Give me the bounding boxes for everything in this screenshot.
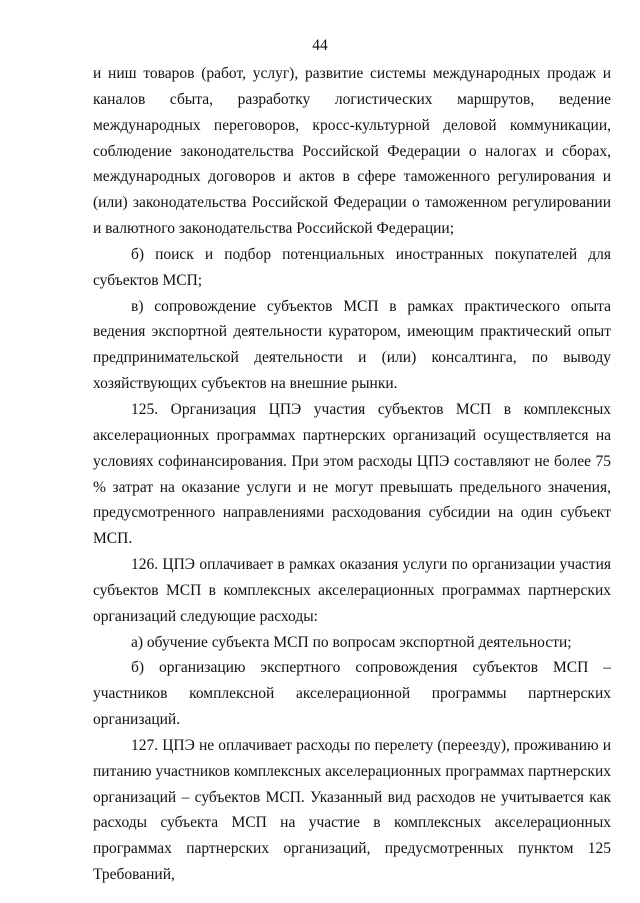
paragraph-continuation: и ниш товаров (работ, услуг), развитие системы международных продаж и каналов сбыта, разработку логистических маршрутов, ведение международных переговоров, кросс-культурной деловой коммуникации, соблюдение законодательства Российской Федерации о налогах и сборах, международных договоров и актов в сфере таможенного регулирования и (или) законодательства Российской Федерации о таможенном регулировании и валютного законодательства Российской Федерации; (93, 65, 611, 238)
paragraph-item-v: в) сопровождение субъектов МСП в рамках практического опыта ведения экспортной деятельности куратором, имеющим практический опыт предпринимательской деятельности и (или) консалтинга, по выводу хозяйствующих субъектов на внешние рынки. (93, 297, 611, 393)
paragraph-127: 127. ЦПЭ не оплачивает расходы по перелету (переезду), проживанию и питанию участников комплексных акселерационных программах партнерских организаций – субъектов МСП. Указанный вид расходов не учитывается как расходы субъекта МСП на участие в комплексных акселерационных программах партнерских организаций, предусмотренных пунктом 125 Требований, (93, 736, 611, 884)
paragraph-126: 126. ЦПЭ оплачивает в рамках оказания услуги по организации участия субъектов МСП в комплексных акселерационных программах партнерских организаций следующие расходы: (93, 556, 611, 625)
paragraph-item-b-2: б) организацию экспертного сопровождения субъектов МСП – участников комплексной акселерационной программы партнерских организаций. (93, 659, 611, 729)
page-number: 44 (312, 37, 328, 54)
document-body (93, 61, 611, 888)
paragraph-125: 125. Организация ЦПЭ участия субъектов МСП в комплексных акселерационных программах партнерских организаций осуществляется на условиях софинансирования. При этом расходы ЦПЭ составляют не более 75 % затрат на оказание услуги и не могут превышать предельного значения, предусмотренного направлениями расходования субсидии на один субъект МСП. (93, 400, 611, 548)
paragraph-item-a: а) обучение субъекта МСП по вопросам экспортной деятельности; (131, 633, 572, 651)
paragraph-item-b: б) поиск и подбор потенциальных иностранных покупателей для субъектов МСП; (93, 245, 611, 289)
